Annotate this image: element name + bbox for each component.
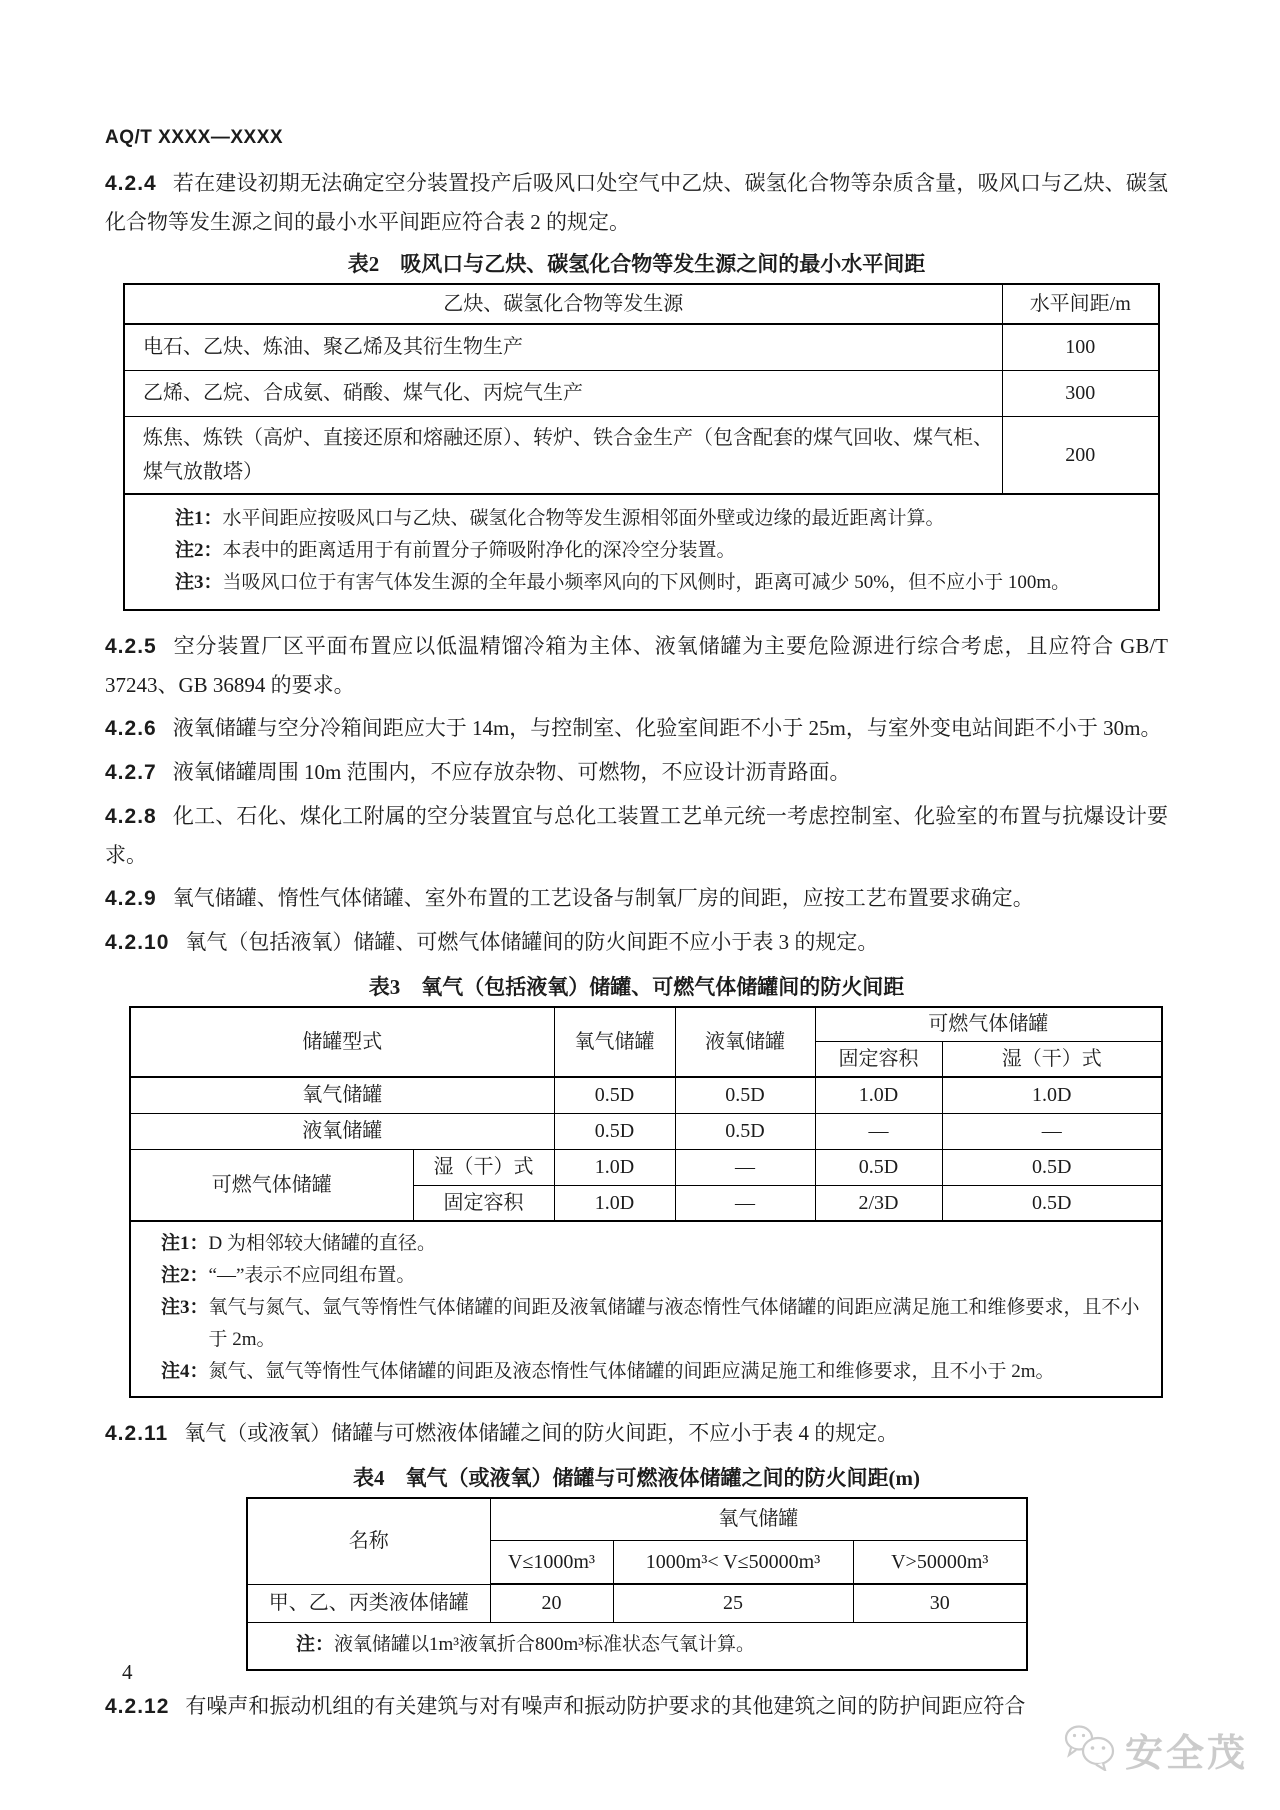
table-note	[296, 1629, 1014, 1661]
note-label: 注：	[296, 1633, 335, 1655]
cell-source: 电石、乙炔、炼油、聚乙烯及其衍生物生产	[124, 324, 1002, 370]
clause-4-2-8	[105, 797, 1168, 874]
cell-value: —	[815, 1113, 942, 1149]
clause-number: 4.2.10	[105, 931, 170, 954]
clause-number: 4.2.11	[105, 1422, 169, 1445]
table3-header-oxygen: 氧气储罐	[554, 1007, 675, 1077]
cell-source: 乙烯、乙烷、合成氨、硝酸、煤气化、丙烷气生产	[124, 370, 1002, 416]
table2-notes-cell	[124, 494, 1159, 610]
clause-4-2-7	[105, 753, 1168, 792]
clause-text: 有噪声和振动机组的有关建筑与对有噪声和振动防护要求的其他建筑之间的防护间距应符合	[185, 1693, 1026, 1718]
table-note	[175, 567, 1144, 599]
cell-value: —	[675, 1149, 815, 1185]
clause-number: 4.2.5	[105, 635, 157, 658]
note-label: 注3：	[175, 572, 223, 593]
chat-bubbles-icon	[1063, 1723, 1117, 1776]
clause-number: 4.2.6	[105, 717, 157, 740]
cell-source: 炼焦、炼铁（高炉、直接还原和熔融还原）、转炉、铁合金生产（包含配套的煤气回收、煤气柜、煤气放散塔）	[124, 416, 1002, 494]
table2-title: 表2 吸风口与乙炔、碳氢化合物等发生源之间的最小水平间距	[347, 252, 926, 276]
cell-group-label: 可燃气体储罐	[130, 1149, 413, 1221]
note-label: 注3：	[161, 1297, 209, 1318]
cell-label: 湿（干）式	[413, 1149, 554, 1185]
note-label: 注1：	[161, 1233, 209, 1254]
table-row	[130, 1077, 1162, 1113]
cell-value: —	[942, 1113, 1162, 1149]
cell-value: 0.5D	[942, 1149, 1162, 1185]
cell-value: 1.0D	[554, 1149, 675, 1185]
cell-value: 1.0D	[554, 1185, 675, 1221]
table4-header-name: 名称	[247, 1498, 490, 1584]
cell-value: 20	[490, 1584, 613, 1622]
clause-number: 4.2.9	[105, 887, 157, 910]
note-text: 氮气、氩气等惰性气体储罐的间距及液态惰性气体储罐的间距应满足施工和维修要求，且不小于 2m。	[208, 1361, 1055, 1382]
table2-notes-row	[124, 494, 1159, 610]
table4-header-v3: V>50000m³	[853, 1540, 1027, 1584]
cell-name: 甲、乙、丙类液体储罐	[247, 1584, 490, 1622]
watermark	[1063, 1722, 1248, 1777]
clause-text: 液氧储罐周围 10m 范围内，不应存放杂物、可燃物，不应设计沥青路面。	[172, 760, 851, 784]
clause-text: 氧气（或液氧）储罐与可燃液体储罐之间的防火间距，不应小于表 4 的规定。	[184, 1421, 899, 1445]
cell-label: 液氧储罐	[130, 1113, 554, 1149]
table4-notes-cell	[247, 1622, 1027, 1670]
cell-label: 氧气储罐	[130, 1077, 554, 1113]
table3-notes-row	[130, 1221, 1162, 1397]
cell-value: 0.5D	[675, 1077, 815, 1113]
table4-notes-row	[247, 1622, 1027, 1670]
clause-4-2-12	[105, 1687, 1168, 1726]
table-4	[246, 1497, 1028, 1671]
note-label: 注4：	[161, 1361, 209, 1382]
table-2	[123, 283, 1160, 611]
table-note	[175, 503, 1144, 535]
table4-header-oxygen-tank: 氧气储罐	[490, 1498, 1027, 1540]
clause-text: 若在建设初期无法确定空分装置投产后吸风口处空气中乙炔、碳氢化合物等杂质含量，吸风口与乙炔、碳氢化合物等发生源之间的最小水平间距应符合表 2 的规定。	[105, 171, 1168, 234]
table2-header-distance: 水平间距/m	[1002, 284, 1159, 324]
clause-4-2-9	[105, 879, 1168, 918]
note-text: D 为相邻较大储罐的直径。	[208, 1233, 436, 1254]
clause-number: 4.2.8	[105, 805, 157, 828]
cell-value: 1.0D	[815, 1077, 942, 1113]
note-label: 注1：	[175, 508, 223, 529]
table-note	[161, 1292, 1147, 1356]
note-text: 当吸风口位于有害气体发生源的全年最小频率风向的下风侧时，距离可减少 50%，但不应小于 100m。	[222, 572, 1071, 593]
note-label: 注2：	[161, 1265, 209, 1286]
note-label: 注2：	[175, 540, 223, 561]
table-row	[130, 1113, 1162, 1149]
table3-header-row-1	[130, 1007, 1162, 1041]
cell-value: 25	[613, 1584, 853, 1622]
table4-title: 表4 氧气（或液氧）储罐与可燃液体储罐之间的防火间距(m)	[353, 1466, 920, 1490]
clause-text: 液氧储罐与空分冷箱间距应大于 14m，与控制室、化验室间距不小于 25m，与室外变电站间距不小于 30m。	[172, 716, 1162, 740]
clause-text: 空分装置厂区平面布置应以低温精馏冷箱为主体、液氧储罐为主要危险源进行综合考虑，且应符合 GB/T 37243、GB 36894 的要求。	[105, 634, 1168, 697]
cell-value: 1.0D	[942, 1077, 1162, 1113]
table2-header-row	[124, 284, 1159, 324]
table-row	[124, 416, 1159, 494]
page-number: 4	[122, 1660, 133, 1684]
cell-distance: 100	[1002, 324, 1159, 370]
table3-title: 表3 氧气（包括液氧）储罐、可燃气体储罐间的防火间距	[368, 975, 905, 999]
cell-distance: 200	[1002, 416, 1159, 494]
table4-header-row-1	[247, 1498, 1027, 1540]
clause-text: 氧气储罐、惰性气体储罐、室外布置的工艺设备与制氧厂房的间距，应按工艺布置要求确定。	[172, 886, 1034, 910]
note-text: 本表中的距离适用于有前置分子筛吸附净化的深冷空分装置。	[222, 540, 736, 561]
cell-value: 0.5D	[554, 1113, 675, 1149]
clause-number: 4.2.7	[105, 761, 157, 784]
clause-4-2-10	[105, 923, 1168, 962]
table3-header-fixed-volume: 固定容积	[815, 1041, 942, 1077]
note-text: “—”表示不应同组布置。	[208, 1265, 416, 1286]
table4-header-v1: V≤1000m³	[490, 1540, 613, 1584]
cell-value: 0.5D	[675, 1113, 815, 1149]
table3-header-flammable-group: 可燃气体储罐	[815, 1007, 1162, 1041]
clause-number: 4.2.12	[105, 1694, 170, 1718]
clause-4-2-5	[105, 627, 1168, 704]
table-row	[130, 1149, 1162, 1185]
table3-header-liquid-oxygen: 液氧储罐	[675, 1007, 815, 1077]
clause-number: 4.2.4	[105, 172, 157, 195]
clause-text: 氧气（包括液氧）储罐、可燃气体储罐间的防火间距不应小于表 3 的规定。	[185, 930, 879, 954]
doc-code: AQ/T XXXX—XXXX	[105, 127, 284, 148]
table-row	[124, 370, 1159, 416]
table3-header-wet-dry: 湿（干）式	[942, 1041, 1162, 1077]
table-note	[161, 1228, 1147, 1260]
table-3	[129, 1006, 1163, 1398]
clause-4-2-6	[105, 709, 1168, 748]
cell-value: 0.5D	[815, 1149, 942, 1185]
cell-value: —	[675, 1185, 815, 1221]
cell-value: 30	[853, 1584, 1027, 1622]
cell-value: 0.5D	[942, 1185, 1162, 1221]
cell-distance: 300	[1002, 370, 1159, 416]
table4-header-v2: 1000m³< V≤50000m³	[613, 1540, 853, 1584]
clause-4-2-4	[105, 164, 1168, 241]
watermark-text: 安全茂	[1124, 1733, 1248, 1775]
table-note	[161, 1356, 1147, 1388]
note-text: 水平间距应按吸风口与乙炔、碳氢化合物等发生源相邻面外壁或边缘的最近距离计算。	[222, 508, 945, 529]
clause-4-2-11	[105, 1414, 1168, 1453]
clause-text: 化工、石化、煤化工附属的空分装置宜与总化工装置工艺单元统一考虑控制室、化验室的布置与抗爆设计要求。	[105, 804, 1168, 867]
note-text: 液氧储罐以1m³液氧折合800m³标准状态气氧计算。	[334, 1633, 755, 1655]
table3-notes-cell	[130, 1221, 1162, 1397]
table-row	[247, 1584, 1027, 1622]
table3-header-tank-type: 储罐型式	[130, 1007, 554, 1077]
table-note	[175, 535, 1144, 567]
note-text: 氧气与氮气、氩气等惰性气体储罐的间距及液氧储罐与液态惰性气体储罐的间距应满足施工和维修要求，且不小于 2m。	[208, 1297, 1140, 1350]
cell-value: 0.5D	[554, 1077, 675, 1113]
cell-value: 2/3D	[815, 1185, 942, 1221]
table2-header-source: 乙炔、碳氢化合物等发生源	[124, 284, 1002, 324]
table-row	[124, 324, 1159, 370]
table-note	[161, 1260, 1147, 1292]
cell-label: 固定容积	[413, 1185, 554, 1221]
